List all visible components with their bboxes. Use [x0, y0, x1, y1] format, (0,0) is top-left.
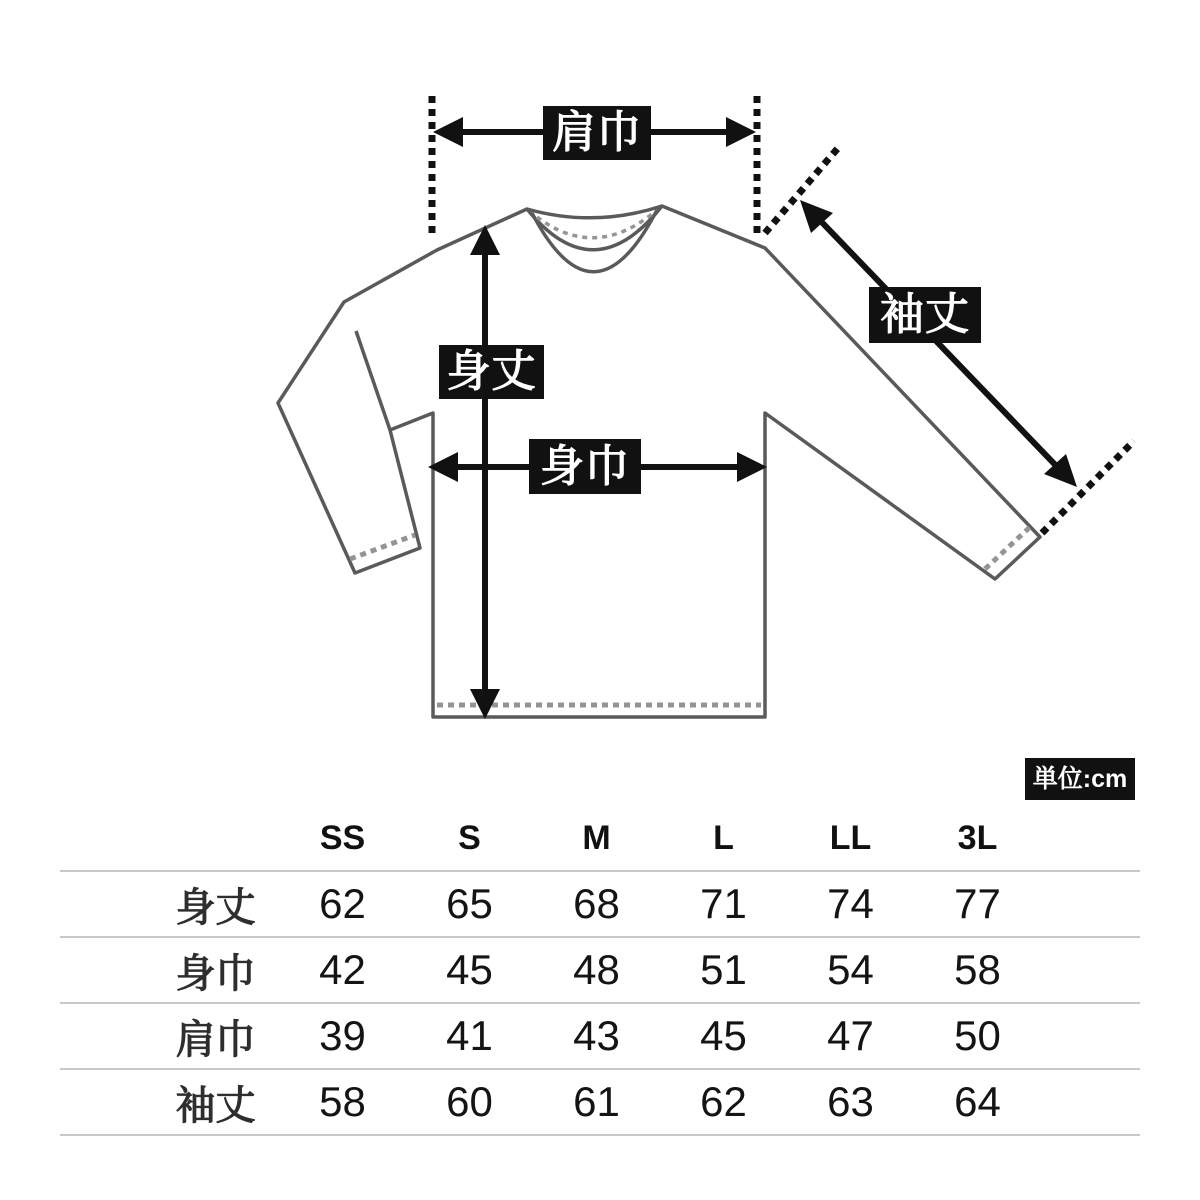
table-value: 58 [954, 946, 1001, 993]
table-value: 68 [573, 880, 620, 927]
size-column-header: S [458, 818, 481, 857]
table-row-body-width [60, 938, 1140, 1004]
body-width-label: 身巾 [529, 439, 641, 494]
table-value: 60 [446, 1078, 493, 1125]
arrowhead-left-icon [433, 117, 463, 147]
size-column-header: LL [829, 818, 872, 857]
arrowhead-right-icon [726, 117, 756, 147]
table-value: 63 [827, 1078, 874, 1125]
table-value: 42 [319, 946, 366, 993]
table-row-body-length [60, 872, 1140, 938]
table-value: 51 [700, 946, 747, 993]
sleeve-length-label: 袖丈 [869, 287, 981, 343]
table-value: 47 [827, 1012, 874, 1059]
size-column-header: 3L [957, 818, 998, 857]
size-column-header: SS [319, 818, 366, 857]
table-value: 45 [700, 1012, 747, 1059]
table-value: 50 [954, 1012, 1001, 1059]
table-value: 54 [827, 946, 874, 993]
shirt-drawing [278, 206, 1040, 717]
table-value: 41 [446, 1012, 493, 1059]
sleeve-guide-top-dotted-line [765, 148, 838, 233]
table-value: 74 [827, 880, 874, 927]
row-label: 袖丈 [175, 1083, 256, 1128]
table-value: 64 [954, 1078, 1001, 1125]
shoulder-width-label: 肩巾 [543, 106, 651, 160]
body-length-label: 身丈 [439, 345, 544, 399]
table-value: 77 [954, 880, 1001, 927]
table-value: 58 [319, 1078, 366, 1125]
size-table-header-row [60, 806, 1140, 872]
shirt-outline [278, 206, 1040, 717]
table-value: 62 [700, 1078, 747, 1125]
table-value: 45 [446, 946, 493, 993]
sleeve-guide-bottom-dotted-line [1042, 441, 1134, 533]
size-table [60, 806, 1140, 1136]
table-value: 48 [573, 946, 620, 993]
row-label: 身丈 [175, 885, 256, 930]
table-value: 39 [319, 1012, 366, 1059]
table-value: 43 [573, 1012, 620, 1059]
table-row-shoulder-width [60, 1004, 1140, 1070]
size-column-header: L [713, 818, 734, 857]
unit-badge: 単位:cm [1025, 758, 1135, 800]
size-column-header: M [582, 818, 611, 857]
row-label: 身巾 [175, 951, 256, 996]
table-row-sleeve-length [60, 1070, 1140, 1136]
table-value: 71 [700, 880, 747, 927]
table-value: 65 [446, 880, 493, 927]
row-label: 肩巾 [175, 1017, 256, 1062]
table-value: 61 [573, 1078, 620, 1125]
table-value: 62 [319, 880, 366, 927]
